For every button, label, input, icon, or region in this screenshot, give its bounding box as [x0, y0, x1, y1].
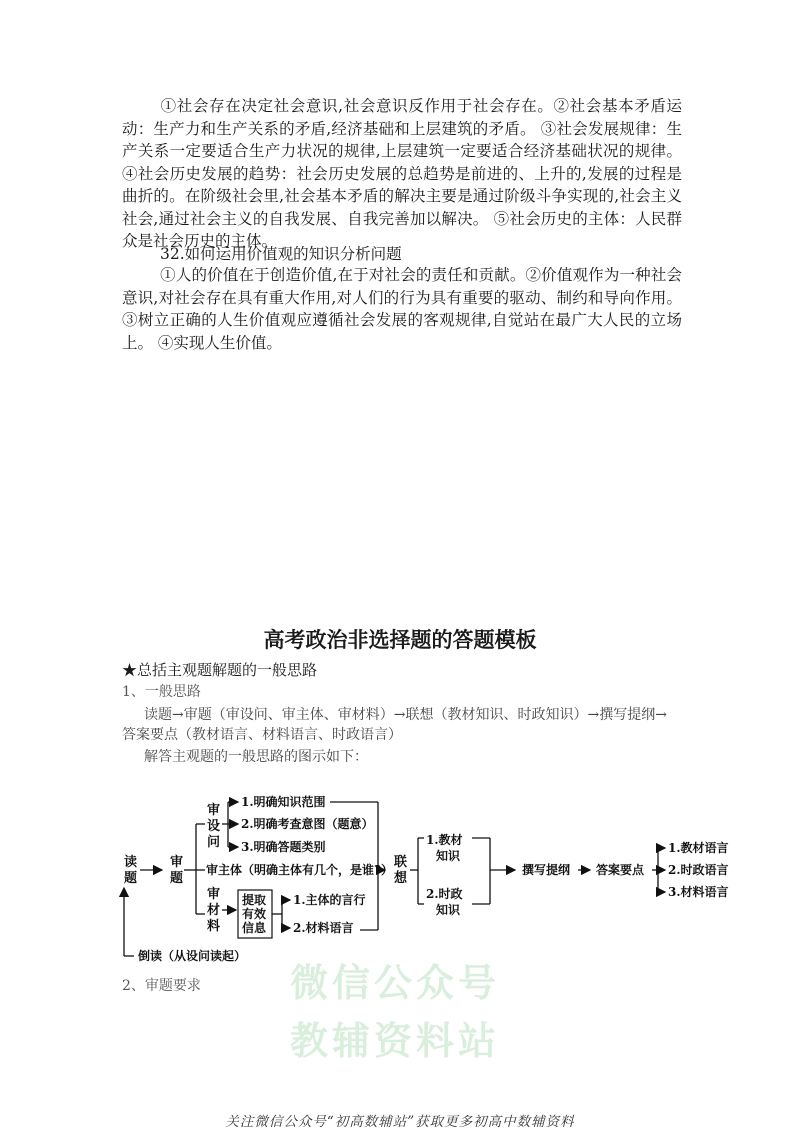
node-k1-2: 知识 — [436, 849, 461, 863]
heading-general-approach: 1、一般思路 — [122, 684, 201, 700]
section-31-text: ①社会存在决定社会意识,社会意识反作用于社会存在。②社会基本矛盾运动：生产力和生产关系的矛盾,经济基础和上层建筑的矛盾。 ③社会发展规律：生产关系一定要适合生产力状况的规律,上层建筑一定要适合经济基础状况的规律。 ④社会历史发展的趋势：社会历史发展的总趋势是前进的、上升的,发展的过程是曲折的。在阶级社会里,社会基本矛盾的解决主要是通过阶级斗争实现的,社会主义社会,通过社会主义的自我发展、自我完善加以解决。 ⑤社会历史的主体：人民群众是社会历史的主体。 — [122, 97, 682, 250]
node-read-2: 题 — [124, 871, 138, 886]
node-examine-2: 题 — [170, 871, 184, 886]
section-31-paragraph — [122, 95, 682, 253]
node-m-label-3: 料 — [207, 919, 221, 934]
node-q-item-2: 2.明确考查意图（题意） — [241, 817, 374, 831]
summary-heading: ★总括主观题解题的一般思路 — [122, 661, 318, 679]
node-lang-1: 1.教材语言 — [668, 841, 729, 855]
node-q-label-3: 问 — [207, 835, 221, 850]
watermark-line-2: 教辅资料站 — [290, 1019, 501, 1063]
node-reverse: 倒读（从设问读起） — [138, 949, 247, 963]
node-k2-2: 知识 — [436, 903, 461, 917]
section-32-paragraph — [122, 264, 682, 354]
node-m-label-2: 材 — [207, 903, 221, 918]
node-associate-1: 联 — [394, 855, 408, 870]
section-32-title: 32.如何运用价值观的知识分析问题 — [160, 245, 402, 263]
node-lang-2: 2.时政语言 — [668, 863, 729, 877]
approach-diagram — [0, 780, 800, 980]
section-32-text: ①人的价值在于创造价值,在于对社会的责任和贡献。②价值观作为一种社会意识,对社会存在具有重大作用,对人们的行为具有重要的驱动、制约和导向作用。 ③树立正确的人生价值观应遵循社会发展的客观规律,自觉站在最广大人民的立场上。 ④实现人生价值。 — [122, 266, 682, 352]
node-extract-1: 提取 — [242, 893, 267, 907]
watermark-line-1: 微信公众号 — [290, 961, 501, 1005]
diagram-intro: 解答主观题的一般思路的图示如下： — [144, 749, 368, 765]
node-m-label-1: 审 — [207, 887, 221, 902]
node-points: 答案要点 — [596, 863, 645, 877]
node-extract-3: 信息 — [242, 921, 267, 935]
node-lang-3: 3.材料语言 — [668, 885, 729, 899]
node-extract-2: 有效 — [242, 907, 267, 921]
node-subject: 审主体（明确主体有几个，是谁?） — [206, 863, 394, 877]
node-read-1: 读 — [124, 855, 138, 870]
page-footer: 关注微信公众号“初高数辅站”获取更多初高中数辅资料 — [225, 1114, 575, 1130]
node-m-item-2: 2.材料语言 — [293, 921, 354, 935]
node-q-label-1: 审 — [207, 803, 221, 818]
flow-line-2: 答案要点（教材语言、材料语言、时政语言） — [122, 727, 402, 743]
page-title: 高考政治非选择题的答题模板 — [263, 628, 537, 652]
flow-line-1: 读题→审题（审设问、审主体、审材料）→联想（教材知识、时政知识）→撰写提纲→ — [144, 707, 667, 723]
node-k2-1: 2.时政 — [426, 887, 463, 901]
node-m-item-1: 1.主体的言行 — [293, 893, 366, 907]
node-outline: 撰写提纲 — [522, 863, 571, 877]
heading-examine-requirements: 2、审题要求 — [122, 978, 201, 994]
node-k1-1: 1.教材 — [426, 833, 463, 847]
node-associate-2: 想 — [394, 871, 408, 886]
node-q-label-2: 设 — [207, 819, 221, 834]
node-q-item-3: 3.明确答题类别 — [241, 840, 326, 854]
node-q-item-1: 1.明确知识范围 — [241, 795, 326, 809]
node-examine-1: 审 — [170, 855, 184, 870]
